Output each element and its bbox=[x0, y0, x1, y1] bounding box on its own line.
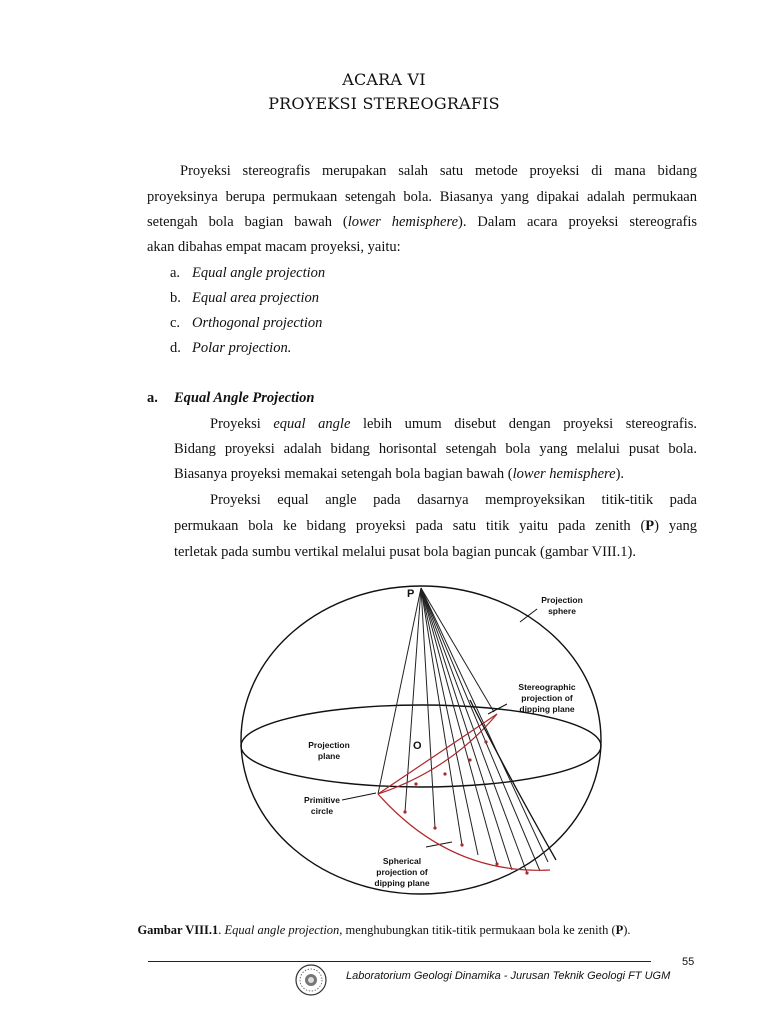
footer-divider bbox=[148, 961, 651, 962]
pointer-line bbox=[342, 793, 376, 800]
intro-line-3: setengah bola bagian bawah (lower hemisphere). Dalam acara proyeksi stereografis bbox=[147, 214, 698, 230]
label-spherical: Spherical bbox=[382, 856, 422, 866]
projection-point bbox=[433, 826, 436, 829]
label-plane-2: plane bbox=[317, 751, 341, 761]
figure-caption: Gambar VIII.1. Equal angle projection, menghubungkan titik-titik permukaan bola ke zenith (P). bbox=[137, 923, 631, 937]
section-a-p1-line1: Proyeksi equal angle lebih umum disebut dengan proyeksi stereografis. bbox=[210, 416, 698, 432]
list-item: c. Orthogonal projection bbox=[170, 315, 323, 331]
section-heading: a. Equal Angle Projection bbox=[147, 390, 315, 406]
section-a-p1-line3: Biasanya proyeksi memakai setengah bola bagian bawah (lower hemisphere). bbox=[174, 466, 625, 482]
intro-line-4: akan dibahas empat macam proyeksi, yaitu: bbox=[147, 239, 401, 255]
projection-point bbox=[495, 862, 498, 865]
section-a-p2-line3: terletak pada sumbu vertikal melalui pusat bola bagian puncak (gambar VIII.1). bbox=[174, 544, 636, 560]
projection-point bbox=[525, 871, 528, 874]
projection-point bbox=[484, 740, 487, 743]
label-primitive: Primitive bbox=[304, 795, 340, 805]
ray-line bbox=[421, 588, 548, 862]
label-sphere: Projection bbox=[541, 595, 583, 605]
ray-line bbox=[421, 588, 462, 845]
section-a-p1-line2: Bidang proyeksi adalah bidang horisontal setengah bola yang melalui pusat bola. bbox=[174, 441, 697, 457]
ray-line bbox=[421, 588, 478, 855]
intro-line-2: proyeksinya berupa permukaan setengah bola. Biasanya yang dipakai adalah permukaan bbox=[147, 189, 697, 205]
list-item: a. Equal angle projection bbox=[170, 265, 326, 281]
footer-text: Laboratorium Geologi Dinamika - Jurusan Teknik Geologi FT UGM bbox=[346, 970, 671, 982]
ray-line bbox=[405, 588, 421, 812]
label-stereo: Stereographic bbox=[518, 682, 576, 692]
page-number: 55 bbox=[682, 956, 695, 968]
label-sphere-2: sphere bbox=[548, 606, 576, 616]
ray-line bbox=[378, 588, 421, 794]
label-spherical-2: projection of bbox=[376, 867, 428, 877]
projection-point bbox=[468, 758, 471, 761]
label-plane: Projection bbox=[308, 740, 350, 750]
university-seal-icon bbox=[294, 963, 328, 997]
label-stereo-3: dipping plane bbox=[519, 704, 575, 714]
dipping-plane-chord bbox=[378, 714, 497, 794]
list-item: d. Polar projection. bbox=[170, 340, 292, 356]
intro-line-1: Proyeksi stereografis merupakan salah satu metode proyeksi di mana bidang bbox=[180, 163, 697, 179]
projection-point bbox=[443, 772, 446, 775]
ray-line bbox=[421, 588, 494, 712]
projection-point bbox=[414, 782, 417, 785]
ray-line bbox=[421, 588, 540, 871]
page-title: ACARA VI bbox=[342, 70, 426, 89]
ray-line bbox=[421, 588, 527, 873]
point-p-label: P bbox=[407, 588, 415, 600]
label-stereo-2: projection of bbox=[521, 693, 573, 703]
projection-point bbox=[460, 843, 463, 846]
point-o-label: O bbox=[413, 740, 422, 752]
section-a-p2-line2: permukaan bola ke bidang proyeksi pada satu titik yaitu pada zenith (P) yang bbox=[174, 518, 697, 534]
list-item: b. Equal area projection bbox=[170, 290, 319, 306]
projection-point bbox=[403, 810, 406, 813]
label-spherical-3: dipping plane bbox=[374, 878, 430, 888]
label-primitive-2: circle bbox=[310, 806, 334, 816]
page-subtitle: PROYEKSI STEREOGRAFIS bbox=[268, 94, 500, 113]
section-a-p2-line1: Proyeksi equal angle pada dasarnya memproyeksikan titik-titik pada bbox=[210, 492, 697, 508]
